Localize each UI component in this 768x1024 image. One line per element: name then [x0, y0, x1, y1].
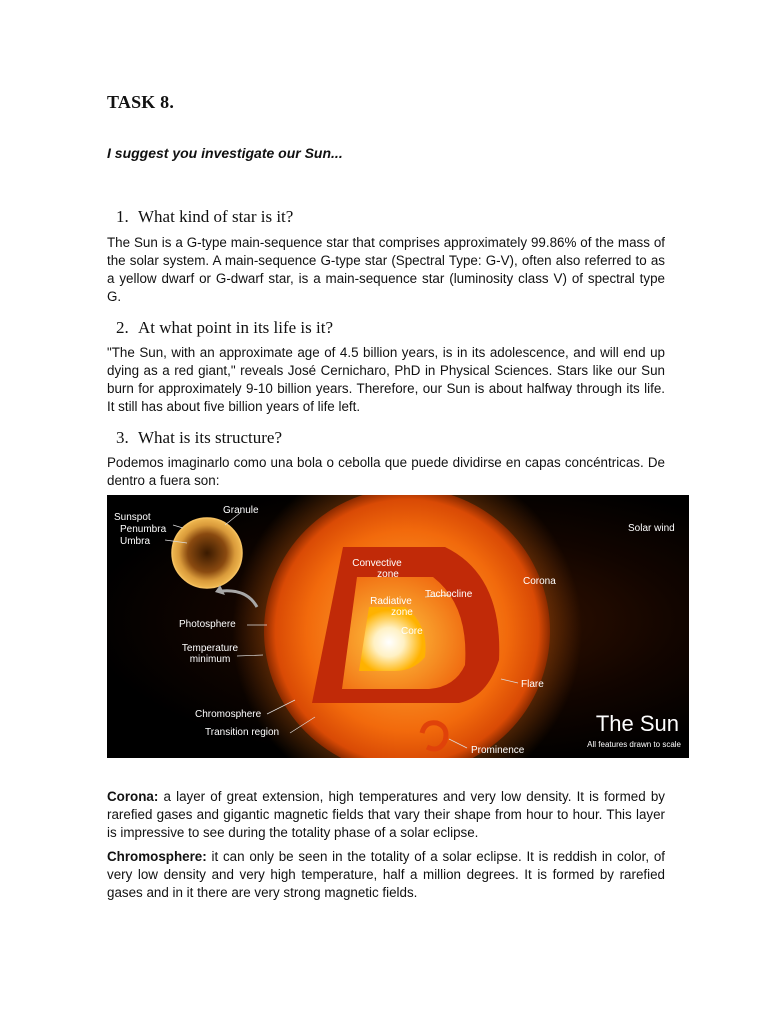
label-radiative-line-1: Radiative: [370, 596, 412, 607]
task-subtitle: I suggest you investigate our Sun...: [107, 145, 343, 161]
label-umbra: Umbra: [120, 536, 151, 547]
label-temperature-minimum: [173, 643, 247, 665]
label-photosphere: Photosphere: [179, 619, 236, 630]
answer-2: "The Sun, with an approximate age of 4.5 billion years, is in its adolescence, and will end up dying as a red giant," reveals José Cernicharo, PhD in Physical Sciences. Stars like our Sun burn for approximately 9-10 billion years. Therefore, our Sun is about halfway through its life. It still has about five billion years of life left.: [107, 345, 665, 414]
question-number: 2.: [116, 318, 129, 337]
answer-3: Podemos imaginarlo como una bola o cebolla que puede dividirse en capas concéntricas. De dentro a fuera son:: [107, 455, 665, 488]
label-granule: Granule: [223, 505, 259, 516]
label-solar-wind: Solar wind: [628, 523, 675, 534]
question-1-heading: [116, 207, 293, 227]
label-core: Core: [401, 626, 423, 637]
label-chromosphere: Chromosphere: [195, 709, 262, 720]
figure-caption: All features drawn to scale: [587, 740, 681, 749]
label-prominence: Prominence: [471, 745, 525, 756]
label-convective-line-1: Convective: [352, 558, 402, 569]
question-text: What is its structure?: [138, 428, 282, 447]
answer-1: The Sun is a G-type main-sequence star that comprises approximately 99.86% of the mass of the solar system. A main-sequence G-type star (Spectral Type: G-V), often also referred to as a yellow dwarf or G-dwarf star, is a main-sequence star (luminosity class V) of spectral type G.: [107, 235, 665, 304]
label-penumbra: Penumbra: [120, 524, 167, 535]
label-transition-region: Transition region: [205, 727, 280, 738]
figure-title: The Sun: [595, 711, 679, 736]
label-corona: Corona: [523, 576, 556, 587]
question-number: 1.: [116, 207, 129, 226]
label-temperature-line-1: Temperature: [181, 643, 239, 654]
label-tachocline: Tachocline: [425, 589, 473, 600]
definition-chromosphere: [107, 848, 665, 902]
definition-term: Corona:: [107, 789, 159, 804]
label-temperature-line-2: minimum: [189, 654, 231, 665]
task-title: TASK 8.: [107, 92, 175, 112]
label-convective-line-2: zone: [377, 569, 399, 580]
definition-term: Chromosphere:: [107, 849, 207, 864]
label-flare: Flare: [521, 679, 544, 690]
sun-structure-figure: [107, 495, 689, 758]
label-convective-zone: [347, 558, 407, 580]
definition-text: it can only be seen in the totality of a solar eclipse. It is reddish in color, of very low density and very high temperature, half a million degrees. It is formed by rarefied gases and in it there are very strong magnetic fields.: [107, 849, 665, 900]
question-3-heading: [116, 428, 282, 448]
sunspot-inset: [172, 518, 242, 588]
label-sunspot: Sunspot: [114, 512, 151, 523]
question-text: What kind of star is it?: [138, 207, 294, 226]
question-text: At what point in its life is it?: [138, 318, 334, 337]
label-radiative-line-2: zone: [391, 607, 413, 618]
definition-corona: [107, 788, 665, 842]
label-radiative-zone: [361, 596, 421, 618]
question-2-heading: [116, 318, 333, 338]
question-number: 3.: [116, 428, 129, 447]
definition-text: a layer of great extension, high temperatures and very low density. It is formed by rarefied gases and gigantic magnetic fields that vary their shape from hour to hour. This layer is impressive to see during the totality phase of a solar eclipse.: [107, 789, 665, 840]
